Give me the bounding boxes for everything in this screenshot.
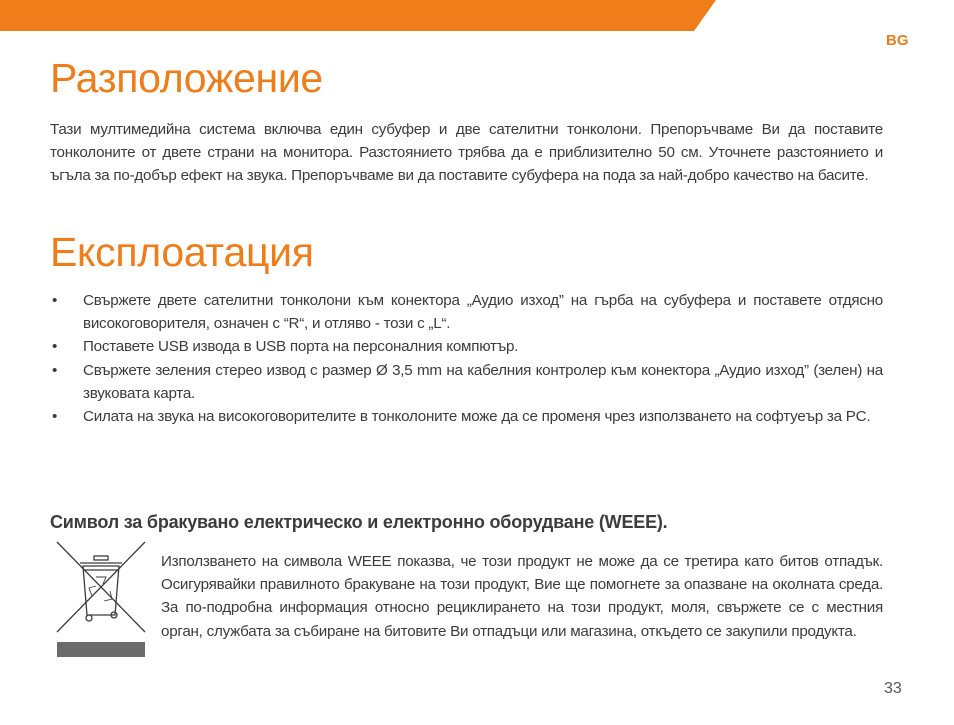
language-code: BG [886,32,909,49]
bullet-text: Силата на звука на високоговорителите в тонколоните може да се променя чрез използването на софтуеър за PC. [83,408,871,426]
bullet-marker: • [52,361,58,379]
page-number: 33 [884,680,902,697]
section-title-placement: Разположение [50,55,323,101]
bullet-marker: • [52,338,58,356]
bullet-marker: • [52,292,58,309]
list-item [50,289,883,335]
list-item [50,335,883,358]
section-title-operation: Експлоатация [50,229,314,275]
placement-paragraph: Тази мултимедийна система включва един субуфер и две сателитни тонколони. Препоръчваме Ви да поставите тонколоните от двете страни на монитора. Разстоянието трябва да е приблизително 50 см. Уточнете разстоянието и ъгъла за по-добър ефект на звука. Препоръчваме ви да поставите субуфера на пода за най-добро качество на басите. [50,121,883,185]
list-item [50,405,883,428]
bullet-text: Свържете двете сателитни тонколони към конектора „Аудио изход” на гърба на субуфера и поставете отдясно високоговорителя, означен с “R“, и отляво - този с „L“. [83,292,883,333]
bullet-text: Свържете зеления стерео извод с размер Ø 3,5 mm на кабелния контролер към конектора „Аудио изход” (зелен) на звуковата карта. [83,361,883,402]
weee-crossed-bin-icon [56,541,146,658]
weee-heading: Символ за бракувано електрическо и електронно оборудване (WEEE). [50,512,668,532]
list-item [50,359,883,405]
header-band [0,0,954,31]
bullet-text: Поставете USB извода в USB порта на персоналния компютър. [83,338,519,356]
bullet-marker: • [52,408,58,426]
operation-bullet-list [50,289,883,428]
weee-paragraph: Използването на символа WEEE показва, че този продукт не може да се третира като битов отпадък. Осигурявайки правилното бракуване на този продукт, Вие ще помогнете за опазване на околната среда. За по-подробна информация относно рециклирането на този продукт, моля, свържете се с местния орган, службата за събиране на битовите Ви отпадъци или магазина, откъдето се закупили продукта. [161,553,883,640]
